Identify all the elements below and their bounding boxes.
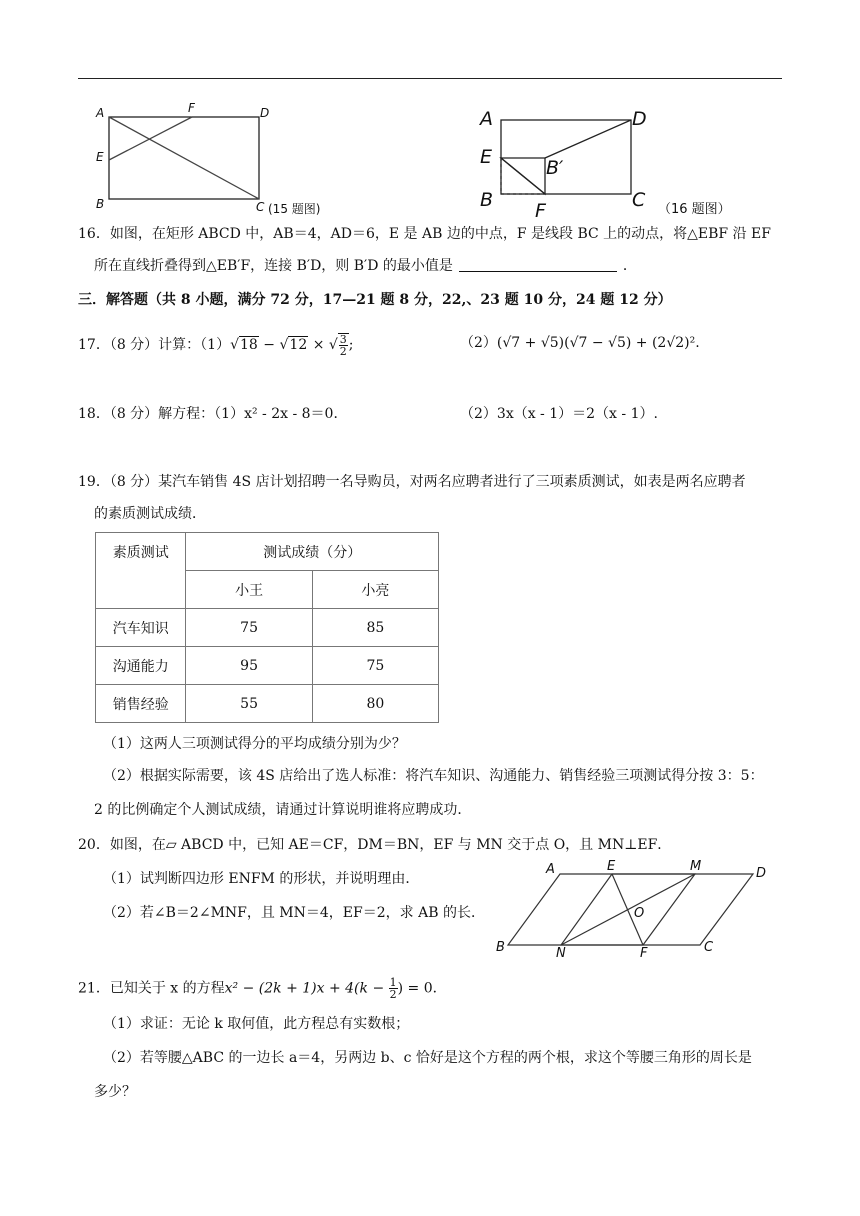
table-cell-item: 汽车知识 (96, 609, 186, 647)
fig20-label-m: M (690, 859, 702, 874)
table-cell-item: 销售经验 (96, 685, 186, 723)
q21-sub2-line2: 多少？ (94, 1084, 136, 1100)
q21-frac-den: 2 (389, 988, 397, 1001)
table-cell-xiaowang: 95 (186, 647, 312, 685)
table-header-score: 测试成绩（分） (186, 533, 439, 571)
q21-sub2-line1: （2）若等腰△ABC 的一边长 a＝4，另两边 b、c 恰好是这个方程的两个根，求这个等腰三角形的周长是 (103, 1050, 752, 1066)
fig15-label-e: E (96, 150, 104, 164)
fig20-label-f: F (640, 946, 648, 961)
fig20-label-b: B (496, 940, 505, 955)
q21-sub1: （1）求证：无论 k 取何值，此方程总有实数根； (103, 1016, 410, 1032)
fig16-label-d: D (632, 108, 647, 130)
q21-line1 (78, 977, 447, 1000)
q17-minus: − (263, 337, 276, 353)
q18-part1: 18．（8 分）解方程：（1）x² ‑ 2x ‑ 8＝0． (78, 406, 348, 422)
q21-expr-a: x² − (2k + 1)x + 4(k − (224, 980, 385, 997)
fig15-label-f: F (188, 101, 195, 115)
table-cell-xiaowang: 75 (186, 609, 312, 647)
q17-part1: 17．（8 分）计算：（1）√18 − √12 × √ $\frac{3}{2}$ ; (78, 333, 354, 358)
q21-frac-num: 1 (389, 976, 397, 989)
fig20-parallelogram (508, 874, 753, 945)
q19-sub2-line1: （2）根据实际需要，该 4S 店给出了选人标准：将汽车知识、沟通能力、销售经验三项测试得分按 3：5： (103, 768, 764, 784)
q20-line1: 20．如图，在▱ ABCD 中，已知 AE＝CF，DM＝BN，EF 与 MN 交于点 O，且 MN⊥EF． (78, 837, 672, 853)
table-header-item: 素质测试 (96, 533, 186, 609)
q19-sub1: （1）这两人三项测试得分的平均成绩分别为少？ (103, 736, 406, 752)
fig15-label-a: A (96, 106, 105, 120)
q16-line2-text: 所在直线折叠得到△EB′F，连接 B′D，则 B′D 的最小值是 (94, 258, 453, 274)
q17-fraction (338, 333, 349, 357)
q17-semicolon: ; (348, 337, 354, 353)
q19-sub2-line2: 2 的比例确定个人测试成绩，请通过计算说明谁将应聘成功． (94, 802, 472, 818)
fig15-diagonal-ac (109, 117, 259, 199)
table-header-xiaowang: 小王 (186, 571, 312, 609)
q17-part2 (460, 333, 700, 353)
fig15-label-b: B (96, 197, 105, 211)
table-cell-item: 沟通能力 (96, 647, 186, 685)
q21-line1-text: 21．已知关于 x 的方程 (78, 980, 225, 997)
q17-radicand-12: 12 (289, 337, 308, 353)
header-rule (78, 78, 782, 79)
fig16-label-e: E (480, 146, 493, 168)
fig16-caption: （16 题图） (658, 202, 731, 217)
fig16-segment-bprime-d (545, 120, 631, 158)
fig16-label-c: C (632, 189, 646, 211)
table-row (96, 647, 439, 685)
q16-line2 (94, 256, 637, 276)
fig20-segment-mn (561, 874, 695, 945)
q17-frac-num: 3 (339, 333, 347, 346)
fig16-label-a: A (480, 108, 493, 130)
fig16-label-b-prime: B′ (546, 157, 564, 179)
q16-line2-end: ． (622, 258, 637, 274)
fig20-label-o: O (634, 906, 645, 921)
q21-expr-b: ) = 0． (397, 980, 447, 997)
fig20-label-n: N (556, 946, 566, 961)
table-row (96, 685, 439, 723)
table-cell-xiaowang: 55 (186, 685, 312, 723)
fig20-label-e: E (607, 859, 616, 874)
q18-part2: （2）3x（x ‑ 1）＝2（x ‑ 1）. (460, 406, 658, 422)
table-cell-xiaoliang: 80 (312, 685, 438, 723)
fig16-rectangle (501, 120, 631, 194)
score-table (95, 532, 439, 723)
q17-frac-den: 2 (339, 345, 347, 358)
fig20-label-d: D (756, 866, 767, 881)
q17-radicand-18: 18 (240, 337, 258, 353)
fig15-caption: (15 题图) (268, 202, 321, 216)
q16-answer-blank[interactable] (459, 257, 617, 272)
q17-times: × (312, 337, 325, 353)
q20-sub1: （1）试判断四边形 ENFM 的形状，并说明理由． (103, 871, 420, 887)
table-header-xiaoliang: 小亮 (312, 571, 438, 609)
fig16-label-b: B (480, 189, 494, 211)
section3-title: 三．解答题（共 8 小题，满分 72 分，17—21 题 8 分，22,、23 题 10 分，24 题 12 分） (78, 292, 672, 308)
q17-part2-prefix: （2） (460, 335, 497, 351)
fig15-label-d: D (260, 106, 270, 120)
q17-prefix: 17．（8 分）计算：（1） (78, 337, 231, 353)
table-row (96, 609, 439, 647)
q17-part2-expr: (√7 + √5)(√7 − √5) + (2√2)². (496, 335, 700, 351)
fig15-label-c: C (256, 200, 265, 214)
q16-line1: 16．如图，在矩形 ABCD 中，AB＝4，AD＝6，E 是 AB 边的中点，F 是线段 BC 上的动点，将△EBF 沿 EF (78, 226, 771, 242)
fig20-label-c: C (704, 940, 714, 955)
table-cell-xiaoliang: 85 (312, 609, 438, 647)
fig16-label-f: F (535, 200, 546, 222)
q21-fraction (389, 977, 398, 1000)
table-cell-xiaoliang: 75 (312, 647, 438, 685)
fig20-label-a: A (546, 862, 555, 877)
q19-line2: 的素质测试成绩． (94, 506, 206, 522)
q19-line1: 19．（8 分）某汽车销售 4S 店计划招聘一名导购员，对两名应聘者进行了三项素质测试，如表是两名应聘者 (78, 474, 746, 490)
q20-sub2: （2）若∠B＝2∠MNF，且 MN＝4，EF＝2，求 AB 的长． (103, 905, 485, 921)
